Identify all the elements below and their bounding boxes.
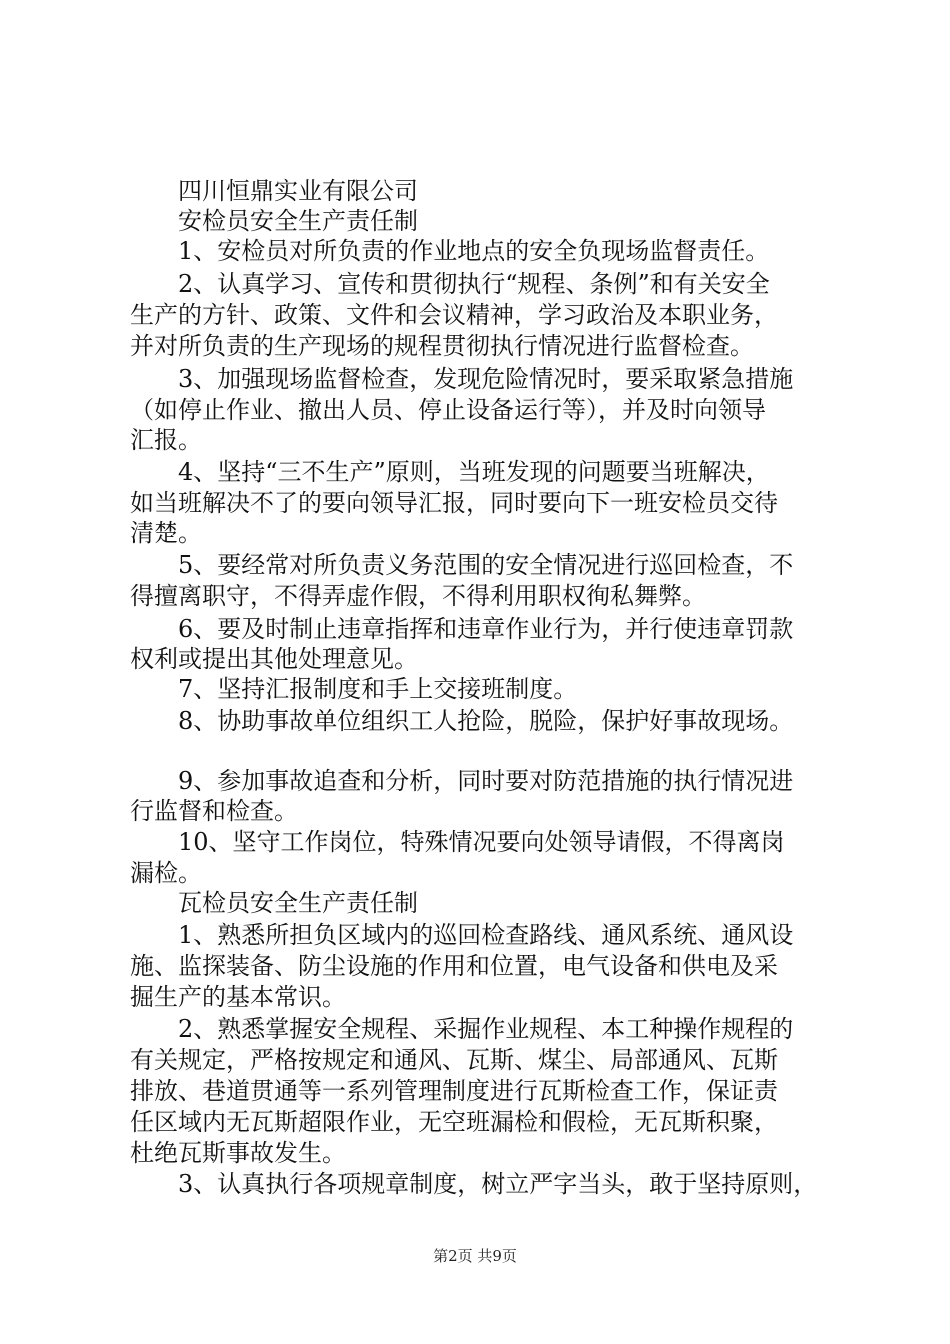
page-number-footer: 第2页 共9页 xyxy=(433,1247,517,1265)
paragraph-line: 汇报。 xyxy=(130,426,202,454)
section-title-inspector: 安检员安全生产责任制 xyxy=(178,207,418,235)
paragraph-line: 7、坚持汇报制度和手上交接班制度。 xyxy=(178,675,578,703)
paragraph-line: 3、认真执行各项规章制度，树立严字当头，敢于坚持原则， xyxy=(178,1170,818,1198)
paragraph-line: 9、参加事故追查和分析，同时要对防范措施的执行情况进 xyxy=(178,767,794,795)
paragraph-line: 4、坚持“三不生产”原则，当班发现的问题要当班解决， xyxy=(178,458,770,486)
paragraph-line: 得擅离职守，不得弄虚作假，不得利用职权徇私舞弊。 xyxy=(130,582,706,610)
company-name: 四川恒鼎实业有限公司 xyxy=(178,177,418,205)
paragraph-line: 2、认真学习、宣传和贯彻执行“规程、条例”和有关安全 xyxy=(178,270,770,298)
paragraph-line: 2、熟悉掌握安全规程、采掘作业规程、本工种操作规程的 xyxy=(178,1015,794,1043)
paragraph-line: 漏检。 xyxy=(130,859,202,887)
paragraph-line: 排放、巷道贯通等一系列管理制度进行瓦斯检查工作，保证责 xyxy=(130,1077,778,1105)
paragraph-line: 杜绝瓦斯事故发生。 xyxy=(130,1139,346,1167)
paragraph-line: （如停止作业、撤出人员、停止设备运行等），并及时向领导 xyxy=(130,396,766,424)
paragraph-line: 3、加强现场监督检查，发现危险情况时，要采取紧急措施 xyxy=(178,365,794,393)
paragraph-line: 8、协助事故单位组织工人抢险，脱险，保护好事故现场。 xyxy=(178,707,794,735)
paragraph-line: 如当班解决不了的要向领导汇报，同时要向下一班安检员交待 xyxy=(130,489,778,517)
paragraph-line: 10、坚守工作岗位，特殊情况要向处领导请假，不得离岗 xyxy=(178,828,785,856)
section-title-gas-inspector: 瓦检员安全生产责任制 xyxy=(178,889,418,917)
paragraph-line: 5、要经常对所负责义务范围的安全情况进行巡回检查，不 xyxy=(178,551,794,579)
paragraph-line: 掘生产的基本常识。 xyxy=(130,983,346,1011)
paragraph-line: 1、安检员对所负责的作业地点的安全负现场监督责任。 xyxy=(178,237,770,265)
paragraph-line: 任区域内无瓦斯超限作业，无空班漏检和假检，无瓦斯积聚， xyxy=(130,1108,778,1136)
paragraph-line: 6、要及时制止违章指挥和违章作业行为，并行使违章罚款 xyxy=(178,615,794,643)
paragraph-line: 1、熟悉所担负区域内的巡回检查路线、通风系统、通风设 xyxy=(178,921,794,949)
paragraph-line: 权利或提出其他处理意见。 xyxy=(130,645,418,673)
paragraph-line: 并对所负责的生产现场的规程贯彻执行情况进行监督检查。 xyxy=(130,332,754,360)
paragraph-line: 施、监探装备、防尘设施的作用和位置，电气设备和供电及采 xyxy=(130,952,778,980)
paragraph-line: 有关规定，严格按规定和通风、瓦斯、煤尘、局部通风、瓦斯 xyxy=(130,1046,778,1074)
paragraph-line: 行监督和检查。 xyxy=(130,797,298,825)
paragraph-line: 生产的方针、政策、文件和会议精神，学习政治及本职业务， xyxy=(130,301,778,329)
paragraph-line: 清楚。 xyxy=(130,519,202,547)
